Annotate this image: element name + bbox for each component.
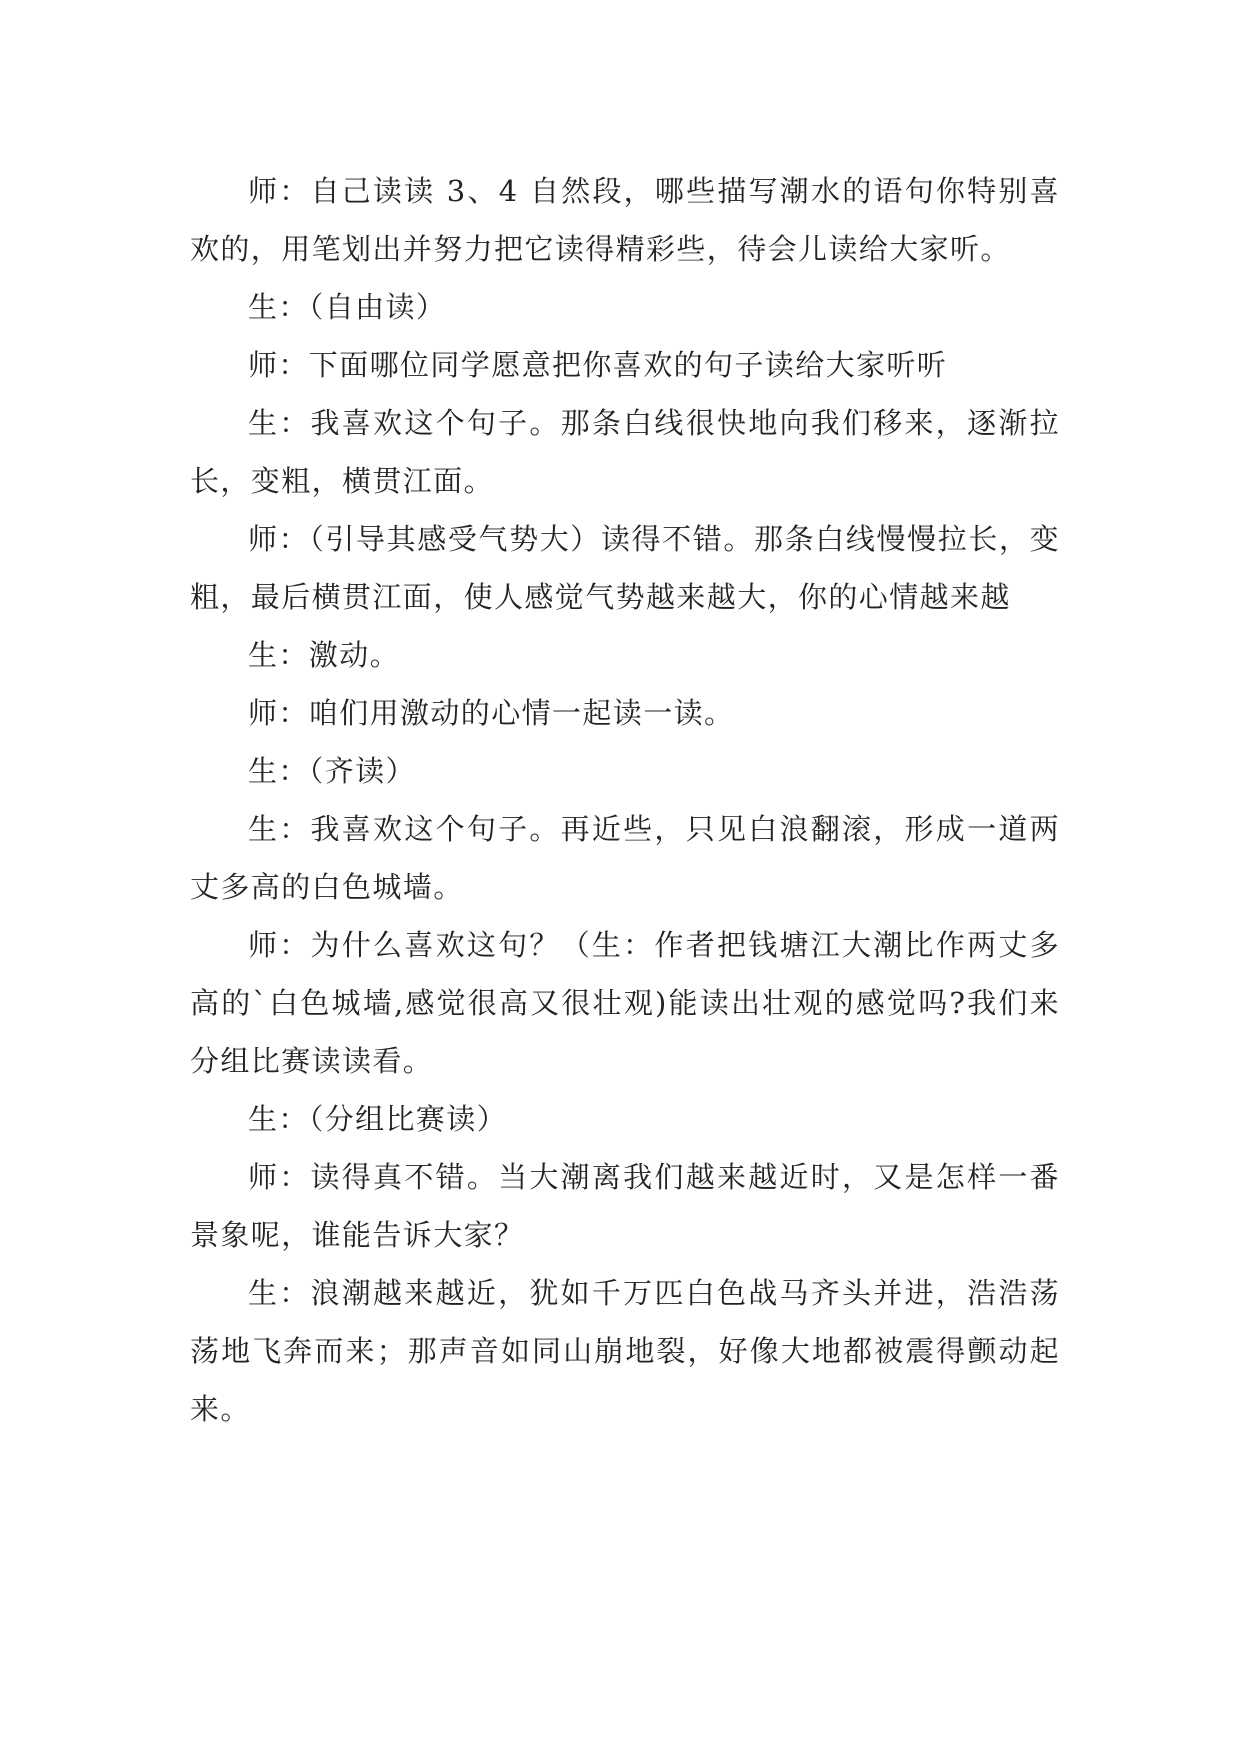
paragraph-1: 师：自己读读 3、4 自然段，哪些描写潮水的语句你特别喜欢的，用笔划出并努力把它读得精彩些，待会儿读给大家听。 bbox=[190, 174, 1060, 266]
paragraph-9: 生：我喜欢这个句子。再近些，只见白浪翻滚，形成一道两丈多高的白色城墙。 bbox=[190, 812, 1060, 904]
paragraph-13: 生：浪潮越来越近，犹如千万匹白色战马齐头并进，浩浩荡荡地飞奔而来；那声音如同山崩地裂，好像大地都被震得颤动起来。 bbox=[190, 1276, 1060, 1426]
paragraph-2: 生：（自由读） bbox=[248, 290, 447, 324]
paragraph-7: 师：咱们用激动的心情一起读一读。 bbox=[248, 696, 735, 730]
paragraph-12: 师：读得真不错。当大潮离我们越来越近时，又是怎样一番景象呢，谁能告诉大家？ bbox=[190, 1160, 1060, 1252]
paragraph-6: 生：激动。 bbox=[248, 638, 401, 672]
paragraph-4: 生：我喜欢这个句子。那条白线很快地向我们移来，逐渐拉长，变粗，横贯江面。 bbox=[190, 406, 1060, 498]
document-body bbox=[190, 162, 1060, 1438]
paragraph-10: 师：为什么喜欢这句？（生：作者把钱塘江大潮比作两丈多高的`白色城墙,感觉很高又很壮观)能读出壮观的感觉吗?我们来分组比赛读读看。 bbox=[190, 928, 1060, 1078]
paragraph-8: 生：（齐读） bbox=[248, 754, 416, 788]
paragraph-11: 生：（分组比赛读） bbox=[248, 1102, 508, 1136]
paragraph-5: 师：（引导其感受气势大）读得不错。那条白线慢慢拉长，变粗，最后横贯江面，使人感觉气势越来越大，你的心情越来越 bbox=[190, 522, 1060, 614]
paragraph-3: 师：下面哪位同学愿意把你喜欢的句子读给大家听听 bbox=[248, 348, 948, 382]
